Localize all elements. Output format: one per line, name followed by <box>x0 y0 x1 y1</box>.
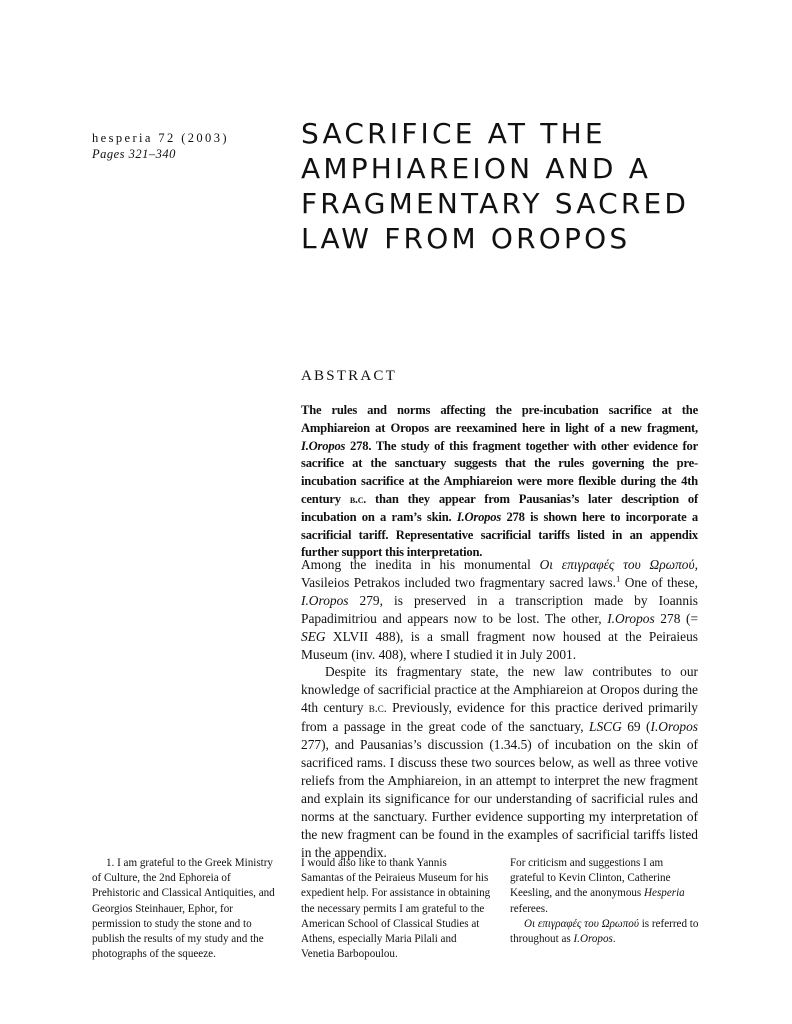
abstract-heading: ABSTRACT <box>301 368 397 384</box>
title-line-3: FRAGMENTARY SACRED <box>301 187 690 220</box>
footnote-1-text: 1. I am grateful to the Greek Ministry of Culture, the 2nd Ephoreia of Prehistoric and Classical Antiquities, and Georgios Steinhauer, Ephor, for permission to study the stone and to publish the results of my study and the photographs of the squeeze. <box>92 857 275 961</box>
article-title <box>301 116 761 256</box>
greek-title: Οι επιγραφές του Ωρωπού, <box>539 557 698 572</box>
footnote-column-3 <box>510 856 700 947</box>
journal-info <box>92 130 282 162</box>
title-line-2: AMPHIAREION AND A <box>301 152 652 185</box>
footnote-1-acknowledgment: For criticism and suggestions I am grateful to Kevin Clinton, Catherine Keesling, and the anonymous Hesperia referees. <box>510 857 685 915</box>
title-line-1: SACRIFICE AT THE <box>301 117 606 150</box>
footnote-1-continued: I would also like to thank Yannis Samantas of the Peiraieus Museum for his expedient help. For assistance in obtaining the necessary permits I am grateful to the American School of Classical Studies at Athens, especially Maria Pilali and Venetia Barbopoulou. <box>301 857 491 961</box>
title-line-4: LAW FROM OROPOS <box>301 222 631 255</box>
body-paragraph-2: Despite its fragmentary state, the new law contributes to our knowledge of sacrificial practice at the Amphiareion at Oropos during the 4th century b.c. Previously, evidence for this practice derived primarily from a passage in the great code of the sanctuary, LSCG 69 (I.Oropos 277), and Pausanias’s discussion (1.34.5) of incubation on the skin of sacrificed rams. I discuss these two sources below, as well as three votive reliefs from the Amphiareion, in an attempt to interpret the new fragment and explain its significance for our understanding of sacrificial rules and norms at the sanctuary. Further evidence supporting my interpretation of the new fragment can be found in the examples of sacrificial tariffs listed in the appendix. <box>301 664 698 860</box>
abstract-text: The rules and norms affecting the pre-incubation sacrifice at the Amphiareion at Oropos are reexamined here in light of a new fragment, I.Oropos 278. The study of this fragment together with other evidence for sacrifice at the sanctuary suggests that the rules governing the pre-incubation sacrifice at the Amphiareion were more flexible during the 4th century b.c. than they appear from Pausanias’s later description of incubation on a ram’s skin. I.Oropos 278 is shown here to incorporate a sacrificial tariff. Representative sacrificial tariffs listed in an appendix further support this interpretation. <box>301 403 698 560</box>
footnote-column-2 <box>301 856 491 962</box>
footnote-column-1 <box>92 856 278 962</box>
page-range: Pages 321–340 <box>92 147 176 161</box>
body-paragraph-1: Among the inedita in his monumental Οι επιγραφές του Ωρωπού, Vasileios Petrakos included two fragmentary sacred laws.$^1$ One of these, I.Oropos 279, is preserved in a transcription made by Ioannis Papadimitriou and appears now to be lost. The other, I.Oropos 278 (= SEG XLVII 488), is a small fragment now housed at the Peiraieus Museum (inv. 408), where I studied it in July 2001. <box>301 557 698 662</box>
article-body <box>301 556 698 861</box>
footnote-1-abbreviation: Οι επιγραφές του Ωρωπού is referred to throughout as I.Oropos. <box>510 917 699 946</box>
footnote-ref: 1 <box>615 573 621 584</box>
journal-name: hesperia 72 (2003) <box>92 131 229 145</box>
